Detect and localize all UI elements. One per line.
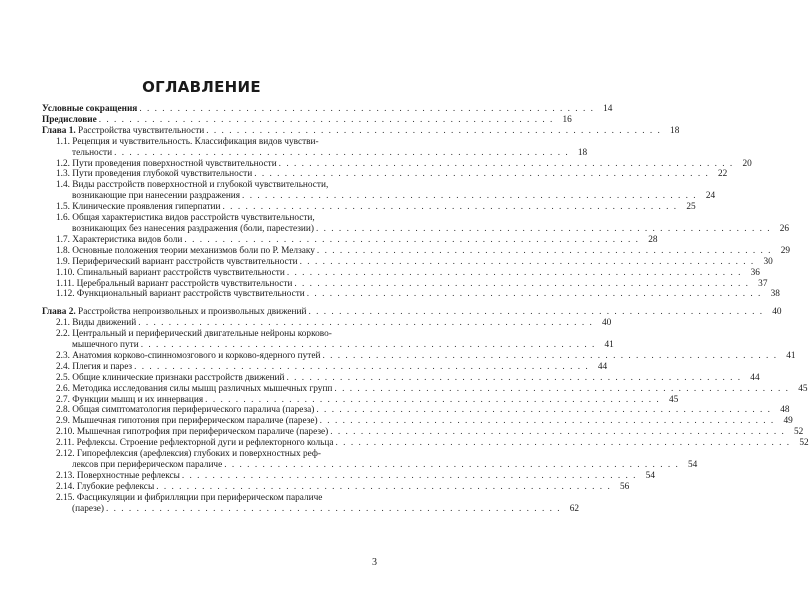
toc-page-number: 22	[718, 169, 728, 180]
toc-page-number: 20	[742, 158, 752, 169]
toc-entry-text: Расстройства чувствительности	[75, 125, 205, 136]
toc-entry-text: 2.5. Общие клинические признаки расстройств движений	[56, 372, 285, 383]
toc-entry-text: 1.9. Периферический вариант расстройств чувствительности	[56, 256, 298, 267]
toc-page-number: 29	[780, 245, 791, 256]
toc-leader-dots: . . . . . . . . . . . . . . . . . . . . . . . . . . . . . . . . . . . . . . . . . . . . . . . . . . . . . . . . . . . .	[322, 350, 778, 361]
toc-section-entry[interactable]	[42, 383, 808, 395]
toc-page-number: 41	[786, 350, 796, 361]
toc-section-entry[interactable]	[42, 234, 658, 246]
toc-page-number: 36	[750, 267, 760, 278]
toc-page-number: 48	[780, 405, 790, 416]
toc-leader-dots: . . . . . . . . . . . . . . . . . . . . . . . . . . . . . . . . . . . . . . . . . . . . . . . . . . . . . . . . . . . .	[316, 405, 772, 416]
toc-entry-text: тельности	[72, 147, 113, 158]
toc-leader-dots: . . . . . . . . . . . . . . . . . . . . . . . . . . . . . . . . . . . . . . . . . . . . . . . . . . . . . . . . . . . .	[206, 125, 662, 136]
toc-entry-text: возникающих без нанесения раздражения (боли, парестезии)	[72, 223, 314, 234]
toc-page-number: 40	[602, 318, 612, 329]
toc-entry-text: 1.10. Спинальный вариант расстройств чувствительности	[56, 267, 285, 278]
toc-entry-text: 1.3. Пути проведения глубокой чувствительности	[56, 169, 253, 180]
toc-entry-text: 2.8. Общая симптоматология периферического паралича (пареза)	[56, 405, 315, 416]
toc-section-entry[interactable]	[42, 427, 804, 438]
toc-page-number: 44	[597, 361, 608, 372]
toc-page-number: 45	[798, 383, 808, 394]
toc-section-entry[interactable]	[42, 158, 752, 170]
toc-entry-text: возникающие при нанесении раздражения	[72, 191, 241, 202]
toc-page-number: 26	[779, 223, 790, 234]
toc-section-entry[interactable]	[42, 289, 780, 300]
toc-page-number: 49	[783, 416, 793, 427]
toc-entry-text: 2.11. Рефлексы. Строение рефлекторной дуги и рефлекторного кольца	[56, 438, 334, 449]
toc-page-number: 16	[562, 114, 572, 125]
toc-entry-text: 2.14. Глубокие рефлексы	[56, 481, 155, 492]
toc-leader-dots: . . . . . . . . . . . . . . . . . . . . . . . . . . . . . . . . . . . . . . . . . . . . . . . . . . . . . . . . . . . .	[139, 104, 595, 114]
toc-section-entry[interactable]	[42, 202, 696, 213]
toc-leader-dots: . . . . . . . . . . . . . . . . . . . . . . . . . . . . . . . . . . . . . . . . . . . . . . . . . . . . . . . . . . . .	[308, 307, 764, 318]
toc-section-entry[interactable]	[42, 213, 790, 235]
toc-entry-text: 1.12. Функциональный вариант расстройств чувствительности	[56, 289, 305, 300]
toc-section-entry[interactable]	[42, 245, 791, 257]
toc-section-entry[interactable]	[42, 318, 612, 329]
toc-entry-text: 2.1. Виды движений	[56, 318, 137, 329]
toc-leader-dots: . . . . . . . . . . . . . . . . . . . . . . . . . . . . . . . . . . . . . . . . . . . . . . . . . . . . . . . . . . . .	[114, 147, 570, 158]
toc-entry-text: 2.6. Методика исследования силы мышц различных мышечных групп	[56, 383, 333, 394]
toc-entry-text: 2.13. Поверхностные рефлексы	[56, 470, 180, 481]
toc-section-entry[interactable]	[42, 278, 768, 290]
toc-section-entry[interactable]	[42, 329, 614, 351]
toc-page-number: 40	[772, 307, 782, 318]
toc-chapter-entry[interactable]	[42, 125, 680, 137]
page-number: 3	[372, 557, 377, 568]
toc-leader-dots: . . . . . . . . . . . . . . . . . . . . . . . . . . . . . . . . . . . . . . . . . . . . . . . . . . . . . . . . . . . .	[334, 383, 790, 394]
toc-page-number: 28	[648, 234, 658, 245]
toc-leader-dots: . . . . . . . . . . . . . . . . . . . . . . . . . . . . . . . . . . . . . . . . . . . . . . . . . . . . . . . . . . . .	[278, 158, 734, 169]
toc-page-number: 45	[668, 394, 679, 405]
toc-leader-dots: . . . . . . . . . . . . . . . . . . . . . . . . . . . . . . . . . . . . . . . . . . . . . . . . . . . . . . . . . . . .	[242, 191, 698, 202]
toc-entry-text: 1.1. Рецепция и чувствительность. Классификация видов чувстви-	[56, 136, 319, 147]
toc-page-number: 54	[688, 460, 698, 470]
toc-page-number: 18	[670, 125, 680, 136]
toc-leader-dots: . . . . . . . . . . . . . . . . . . . . . . . . . . . . . . . . . . . . . . . . . . . . . . . . . . . . . . . . . . . .	[184, 234, 640, 245]
toc-section-entry[interactable]	[42, 136, 588, 159]
toc-leader-dots: . . . . . . . . . . . . . . . . . . . . . . . . . . . . . . . . . . . . . . . . . . . . . . . . . . . . . . . . . . . .	[156, 481, 612, 492]
table-of-contents	[42, 104, 809, 515]
toc-leader-dots: . . . . . . . . . . . . . . . . . . . . . . . . . . . . . . . . . . . . . . . . . . . . . . . . . . . . . . . . . . . .	[286, 267, 742, 278]
toc-section-entry[interactable]	[42, 449, 698, 471]
toc-leader-dots: . . . . . . . . . . . . . . . . . . . . . . . . . . . . . . . . . . . . . . . . . . . . . . . . . . . . . . . . . . . .	[316, 245, 773, 256]
toc-leader-dots: . . . . . . . . . . . . . . . . . . . . . . . . . . . . . . . . . . . . . . . . . . . . . . . . . . . . . . . . . . . .	[319, 416, 775, 427]
toc-page-number: 25	[686, 202, 696, 213]
toc-section-entry[interactable]	[42, 169, 728, 180]
toc-page-number: 56	[619, 481, 630, 492]
toc-section-entry[interactable]	[42, 416, 793, 427]
toc-section-entry[interactable]	[42, 481, 630, 493]
toc-chapter-entry[interactable]	[42, 307, 782, 318]
toc-section-entry[interactable]	[42, 470, 655, 482]
toc-page-number: 38	[770, 289, 780, 300]
toc-section-entry[interactable]	[42, 394, 679, 406]
toc-entry-text: 1.4. Виды расстройств поверхностной и глубокой чувствительности,	[56, 180, 329, 191]
toc-leader-dots: . . . . . . . . . . . . . . . . . . . . . . . . . . . . . . . . . . . . . . . . . . . . . . . . . . . . . . . . . . . .	[205, 394, 661, 405]
toc-entry-text: 1.8. Основные положения теории механизмов боли по Р. Мелзаку	[56, 245, 315, 256]
toc-entry-text: 2.9. Мышечная гипотония при периферическом параличе (парезе)	[56, 416, 318, 427]
toc-page-number: 37	[758, 278, 768, 289]
toc-page-number: 18	[577, 147, 588, 158]
toc-leader-dots: . . . . . . . . . . . . . . . . . . . . . . . . . . . . . . . . . . . . . . . . . . . . . . . . . . . . . . . . . . . .	[306, 289, 762, 300]
toc-page-number: 41	[604, 340, 614, 351]
toc-section-entry[interactable]	[42, 405, 790, 416]
toc-leader-dots: . . . . . . . . . . . . . . . . . . . . . . . . . . . . . . . . . . . . . . . . . . . . . . . . . . . . . . . . . . . .	[254, 169, 710, 180]
toc-entry-text: 2.3. Анатомия корково-спинномозгового и корково-ядерного путей	[56, 350, 321, 361]
toc-page-number: 14	[603, 104, 613, 114]
toc-chapter-label: Глава 1.	[42, 125, 76, 136]
toc-page-number: 52	[799, 438, 809, 449]
toc-entry-text: 1.2. Пути проведения поверхностной чувствительности	[56, 158, 277, 169]
toc-leader-dots: . . . . . . . . . . . . . . . . . . . . . . . . . . . . . . . . . . . . . . . . . . . . . . . . . . . . . . . . . . . .	[286, 372, 742, 383]
toc-entry-text: 1.5. Клинические проявления гиперпатии	[56, 202, 221, 213]
toc-chapter-entry[interactable]	[42, 104, 613, 115]
toc-leader-dots: . . . . . . . . . . . . . . . . . . . . . . . . . . . . . . . . . . . . . . . . . . . . . . . . . . . . . . . . . . . .	[294, 278, 750, 289]
toc-entry-text: 2.15. Фасцикуляции и фибрилляции при периферическом параличе	[56, 492, 323, 503]
toc-section-entry[interactable]	[42, 180, 716, 202]
toc-leader-dots: . . . . . . . . . . . . . . . . . . . . . . . . . . . . . . . . . . . . . . . . . . . . . . . . . . . . . . . . . . . .	[299, 256, 755, 267]
toc-entry-text: 2.10. Мышечная гипотрофия при периферическом параличе (парезе)	[56, 427, 329, 438]
toc-leader-dots: . . . . . . . . . . . . . . . . . . . . . . . . . . . . . . . . . . . . . . . . . . . . . . . . . . . . . . . . . . . .	[98, 114, 554, 125]
toc-page-number: 44	[750, 372, 760, 383]
toc-entry-text: 1.7. Характеристика видов боли	[56, 234, 183, 245]
toc-section-entry[interactable]	[42, 350, 796, 362]
toc-section-entry[interactable]	[42, 438, 809, 449]
toc-page-number: 54	[645, 470, 655, 481]
toc-leader-dots: . . . . . . . . . . . . . . . . . . . . . . . . . . . . . . . . . . . . . . . . . . . . . . . . . . . . . . . . . . . .	[105, 503, 562, 514]
toc-page-number: 52	[794, 427, 804, 438]
toc-entry-text: Условные сокращения	[42, 104, 138, 114]
toc-entry-text: лексов при периферическом параличе	[72, 460, 223, 470]
toc-entry-text: мышечного пути	[72, 340, 139, 351]
toc-section-entry[interactable]	[42, 361, 608, 373]
toc-section-entry[interactable]	[42, 256, 773, 268]
toc-entry-text: 1.11. Церебральный вариант расстройств чувствительности	[56, 278, 293, 289]
toc-section-entry[interactable]	[42, 492, 580, 515]
toc-title: ОГЛАВЛЕНИЕ	[142, 78, 261, 96]
toc-leader-dots: . . . . . . . . . . . . . . . . . . . . . . . . . . . . . . . . . . . . . . . . . . . . . . . . . . . . . . . . . . . .	[224, 460, 680, 470]
toc-leader-dots: . . . . . . . . . . . . . . . . . . . . . . . . . . . . . . . . . . . . . . . . . . . . . . . . . . . . . . . . . . . .	[138, 318, 594, 329]
toc-entry-text: Расстройства непроизвольных и произвольных движений	[75, 307, 307, 318]
toc-section-entry[interactable]	[42, 267, 760, 279]
toc-chapter-entry[interactable]	[42, 114, 572, 126]
toc-entry-text: (парезе)	[72, 503, 104, 514]
toc-page-number: 30	[763, 256, 773, 267]
toc-section-entry[interactable]	[42, 372, 760, 384]
toc-leader-dots: . . . . . . . . . . . . . . . . . . . . . . . . . . . . . . . . . . . . . . . . . . . . . . . . . . . . . . . . . . . .	[222, 202, 678, 213]
toc-leader-dots: . . . . . . . . . . . . . . . . . . . . . . . . . . . . . . . . . . . . . . . . . . . . . . . . . . . . . . . . . . . .	[134, 361, 590, 372]
toc-leader-dots: . . . . . . . . . . . . . . . . . . . . . . . . . . . . . . . . . . . . . . . . . . . . . . . . . . . . . . . . . . . .	[140, 340, 596, 351]
toc-leader-dots: . . . . . . . . . . . . . . . . . . . . . . . . . . . . . . . . . . . . . . . . . . . . . . . . . . . . . . . . . . . .	[315, 223, 772, 234]
toc-entry-text: 2.2. Центральный и периферический двигательные нейроны корково-	[56, 329, 332, 340]
toc-leader-dots: . . . . . . . . . . . . . . . . . . . . . . . . . . . . . . . . . . . . . . . . . . . . . . . . . . . . . . . . . . . .	[330, 427, 786, 438]
toc-entry-text: 2.4. Плегия и парез	[56, 361, 133, 372]
toc-entry-text: Предисловие	[42, 114, 97, 125]
toc-leader-dots: . . . . . . . . . . . . . . . . . . . . . . . . . . . . . . . . . . . . . . . . . . . . . . . . . . . . . . . . . . . .	[181, 470, 637, 481]
toc-leader-dots: . . . . . . . . . . . . . . . . . . . . . . . . . . . . . . . . . . . . . . . . . . . . . . . . . . . . . . . . . . . .	[335, 438, 791, 449]
toc-entry-text: 1.6. Общая характеристика видов расстройств чувствительности,	[56, 213, 315, 224]
toc-entry-text: 2.7. Функции мышц и их иннервация	[56, 394, 204, 405]
toc-chapter-label: Глава 2.	[42, 307, 76, 318]
toc-page-number: 62	[569, 503, 580, 514]
toc-entry-text: 2.12. Гипорефлексия (арефлексия) глубоких и поверхностных реф-	[56, 449, 322, 460]
toc-page-number: 24	[705, 191, 716, 202]
